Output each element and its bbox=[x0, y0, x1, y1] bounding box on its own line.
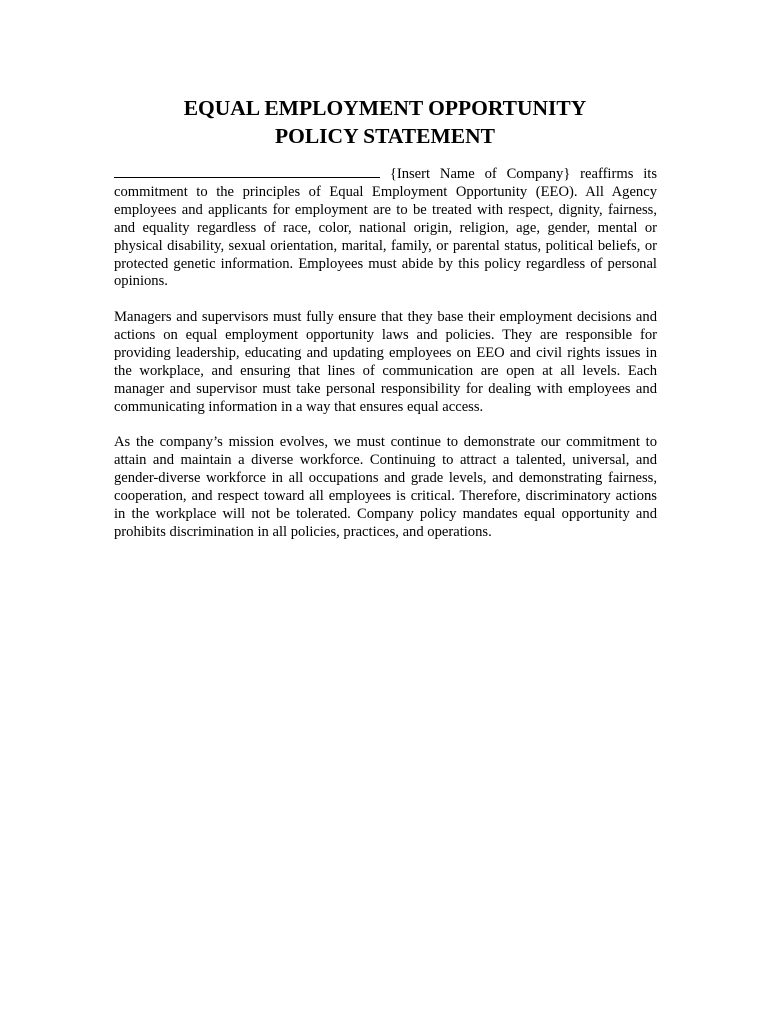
company-name-blank[interactable] bbox=[114, 165, 380, 178]
title-line-2: POLICY STATEMENT bbox=[274, 124, 495, 148]
document-title bbox=[0, 94, 770, 150]
company-name-placeholder: {Insert Name of Company} bbox=[389, 166, 571, 182]
paragraph-commitment bbox=[114, 165, 657, 291]
paragraph-managers: Managers and supervisors must fully ensure that they base their employment decisions and actions on equal employment opportunity laws and policies. They are responsible for providing leadership, educating and updating employees on EEO and civil rights issues in the workplace, and ensuring that lines of communication are open at all levels. Each manager and supervisor must take personal responsibility for dealing with employees and communicating information in a way that ensures equal access. bbox=[114, 309, 657, 415]
title-line-1: EQUAL EMPLOYMENT OPPORTUNITY bbox=[183, 96, 587, 120]
paragraph-commitment-text: reaffirms its commitment to the principles of Equal Employment Opportunity (EEO). All Agency employees and applicants for employment are to be treated with respect, dignity, fairness, and equality regardless of race, color, national origin, religion, age, gender, mental or physical disability, sexual orientation, marital, family, or parental status, political beliefs, or protected genetic information. Employees must abide by this policy regardless of personal opinions. bbox=[114, 166, 657, 290]
paragraph-mission: As the company’s mission evolves, we must continue to demonstrate our commitment to attain and maintain a diverse workforce. Continuing to attract a talented, universal, and gender-diverse workforce in all occupations and grade levels, and demonstrating fairness, cooperation, and respect toward all employees is critical. Therefore, discriminatory actions in the workplace will not be tolerated. Company policy mandates equal opportunity and prohibits discrimination in all policies, practices, and operations. bbox=[114, 434, 657, 540]
